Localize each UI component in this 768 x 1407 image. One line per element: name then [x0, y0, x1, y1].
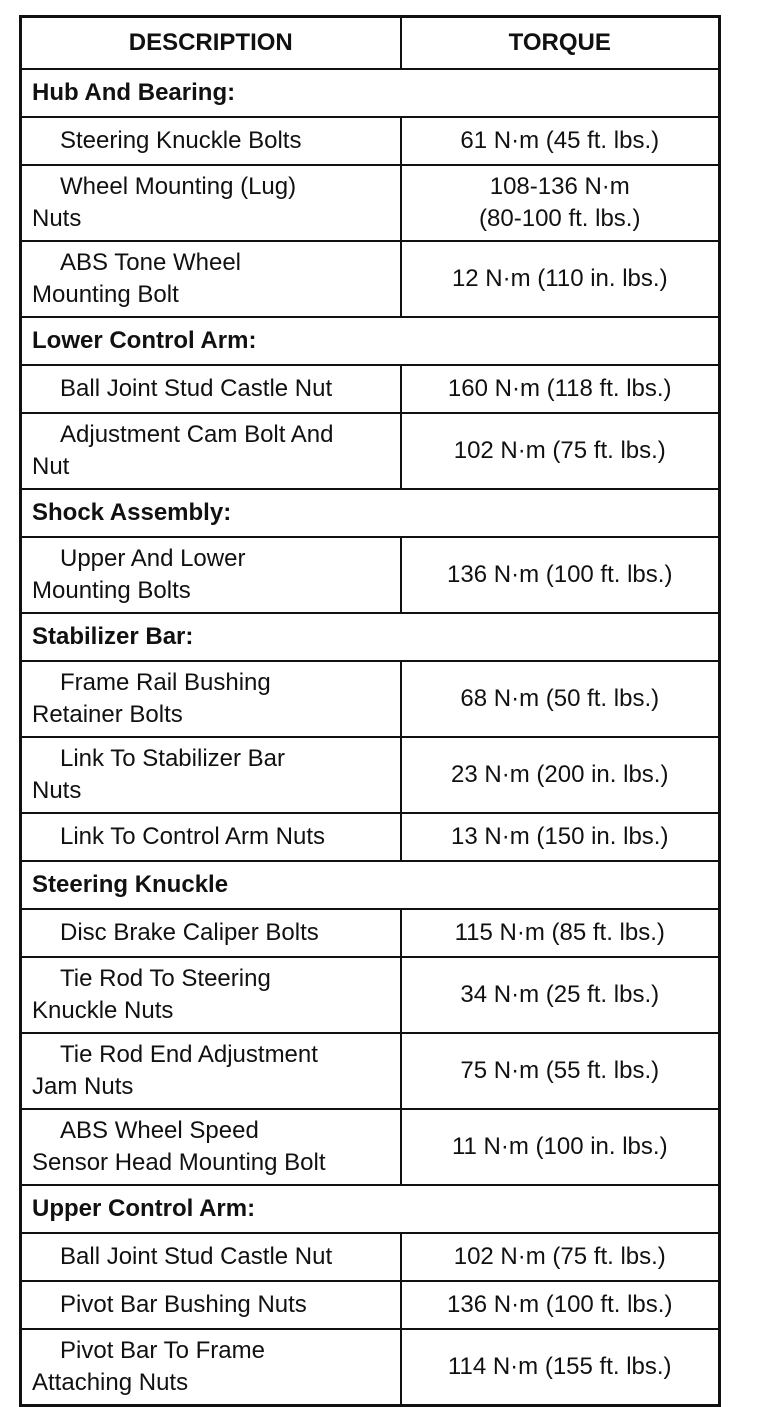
table-row: [21, 909, 720, 957]
table-row: [21, 1329, 720, 1406]
description-line: Steering Knuckle Bolts: [60, 127, 302, 154]
component-description: [21, 241, 401, 317]
section-header-row: [21, 317, 720, 365]
component-description: [21, 957, 401, 1033]
torque-value: [401, 117, 720, 165]
table-row: [21, 241, 720, 317]
section-title: Upper Control Arm:: [21, 1185, 720, 1233]
table-row: [21, 813, 720, 861]
torque-line: 115 N·m (85 ft. lbs.): [454, 919, 665, 946]
component-description: [21, 661, 401, 737]
torque-value: [401, 1033, 720, 1109]
torque-column-header: TORQUE: [401, 17, 720, 70]
torque-value: [401, 1233, 720, 1281]
table-row: [21, 737, 720, 813]
description-line: Frame Rail Bushing: [60, 669, 271, 696]
description-line: Mounting Bolt: [32, 281, 179, 308]
torque-specification-table: [19, 15, 721, 1407]
description-line: Upper And Lower: [60, 545, 246, 572]
description-line: Nuts: [32, 205, 82, 232]
section-title: Steering Knuckle: [21, 861, 720, 909]
description-line: Adjustment Cam Bolt And: [60, 421, 334, 448]
table-row: [21, 1033, 720, 1109]
table-row: [21, 661, 720, 737]
torque-line: 160 N·m (118 ft. lbs.): [447, 375, 672, 402]
section-header-row: [21, 489, 720, 537]
component-description: [21, 1281, 401, 1329]
section-header-row: [21, 613, 720, 661]
torque-value: [401, 661, 720, 737]
component-description: [21, 909, 401, 957]
description-line: Jam Nuts: [32, 1073, 134, 1100]
torque-line: 75 N·m (55 ft. lbs.): [460, 1057, 660, 1084]
torque-line: 136 N·m (100 ft. lbs.): [447, 561, 673, 588]
component-description: [21, 537, 401, 613]
torque-value: [401, 365, 720, 413]
torque-line: 136 N·m (100 ft. lbs.): [447, 1291, 673, 1318]
description-line: Mounting Bolts: [32, 577, 191, 604]
description-line: Ball Joint Stud Castle Nut: [60, 1243, 333, 1270]
description-line: Pivot Bar Bushing Nuts: [60, 1291, 307, 1318]
description-line: Nut: [32, 453, 70, 480]
torque-line: 12 N·m (110 in. lbs.): [451, 265, 668, 292]
table-row: [21, 117, 720, 165]
description-line: Wheel Mounting (Lug): [60, 173, 297, 200]
component-description: [21, 413, 401, 489]
section-title: Shock Assembly:: [21, 489, 720, 537]
table-row: [21, 537, 720, 613]
torque-value: [401, 909, 720, 957]
component-description: [21, 1233, 401, 1281]
description-line: Link To Stabilizer Bar: [60, 745, 285, 772]
torque-line: 23 N·m (200 in. lbs.): [451, 761, 669, 788]
torque-line: 11 N·m (100 in. lbs.): [451, 1133, 668, 1160]
description-line: Link To Control Arm Nuts: [60, 823, 325, 850]
component-description: [21, 1109, 401, 1185]
torque-line: 108-136 N·m: [489, 173, 630, 200]
section-header-row: [21, 69, 720, 117]
torque-value: [401, 957, 720, 1033]
description-line: Retainer Bolts: [32, 701, 183, 728]
component-description: [21, 1033, 401, 1109]
torque-value: [401, 1281, 720, 1329]
description-line: ABS Tone Wheel: [60, 249, 241, 276]
table-row: [21, 165, 720, 241]
description-line: Sensor Head Mounting Bolt: [32, 1149, 326, 1176]
section-header-row: [21, 1185, 720, 1233]
table-row: [21, 413, 720, 489]
torque-line: 68 N·m (50 ft. lbs.): [460, 685, 660, 712]
torque-value: [401, 413, 720, 489]
component-description: [21, 117, 401, 165]
description-line: Pivot Bar To Frame: [60, 1337, 265, 1364]
description-line: Disc Brake Caliper Bolts: [60, 919, 319, 946]
component-description: [21, 813, 401, 861]
component-description: [21, 365, 401, 413]
table-row: [21, 1281, 720, 1329]
description-column-header: DESCRIPTION: [21, 17, 401, 70]
component-description: [21, 737, 401, 813]
component-description: [21, 165, 401, 241]
torque-line: 114 N·m (155 ft. lbs.): [447, 1353, 672, 1380]
description-line: Tie Rod To Steering: [60, 965, 271, 992]
torque-line: 102 N·m (75 ft. lbs.): [453, 437, 666, 464]
torque-value: [401, 1109, 720, 1185]
description-line: ABS Wheel Speed: [60, 1117, 259, 1144]
table-row: [21, 957, 720, 1033]
torque-line: 34 N·m (25 ft. lbs.): [460, 981, 660, 1008]
torque-value: [401, 1329, 720, 1406]
torque-value: [401, 813, 720, 861]
description-line: Attaching Nuts: [32, 1369, 189, 1396]
torque-line: 61 N·m (45 ft. lbs.): [460, 127, 660, 154]
description-line: Ball Joint Stud Castle Nut: [60, 375, 333, 402]
torque-value: [401, 737, 720, 813]
description-line: Tie Rod End Adjustment: [60, 1041, 318, 1068]
section-title: Hub And Bearing:: [21, 69, 720, 117]
section-title: Lower Control Arm:: [21, 317, 720, 365]
header-row: [21, 17, 720, 70]
torque-line: (80-100 ft. lbs.): [479, 205, 641, 232]
description-line: Knuckle Nuts: [32, 997, 174, 1024]
torque-value: [401, 165, 720, 241]
section-title: Stabilizer Bar:: [21, 613, 720, 661]
table-row: [21, 365, 720, 413]
torque-line: 13 N·m (150 in. lbs.): [451, 823, 669, 850]
torque-value: [401, 241, 720, 317]
table-row: [21, 1233, 720, 1281]
section-header-row: [21, 861, 720, 909]
torque-value: [401, 537, 720, 613]
table-body: [21, 69, 720, 1406]
torque-line: 102 N·m (75 ft. lbs.): [453, 1243, 666, 1270]
table-row: [21, 1109, 720, 1185]
component-description: [21, 1329, 401, 1406]
description-line: Nuts: [32, 777, 82, 804]
